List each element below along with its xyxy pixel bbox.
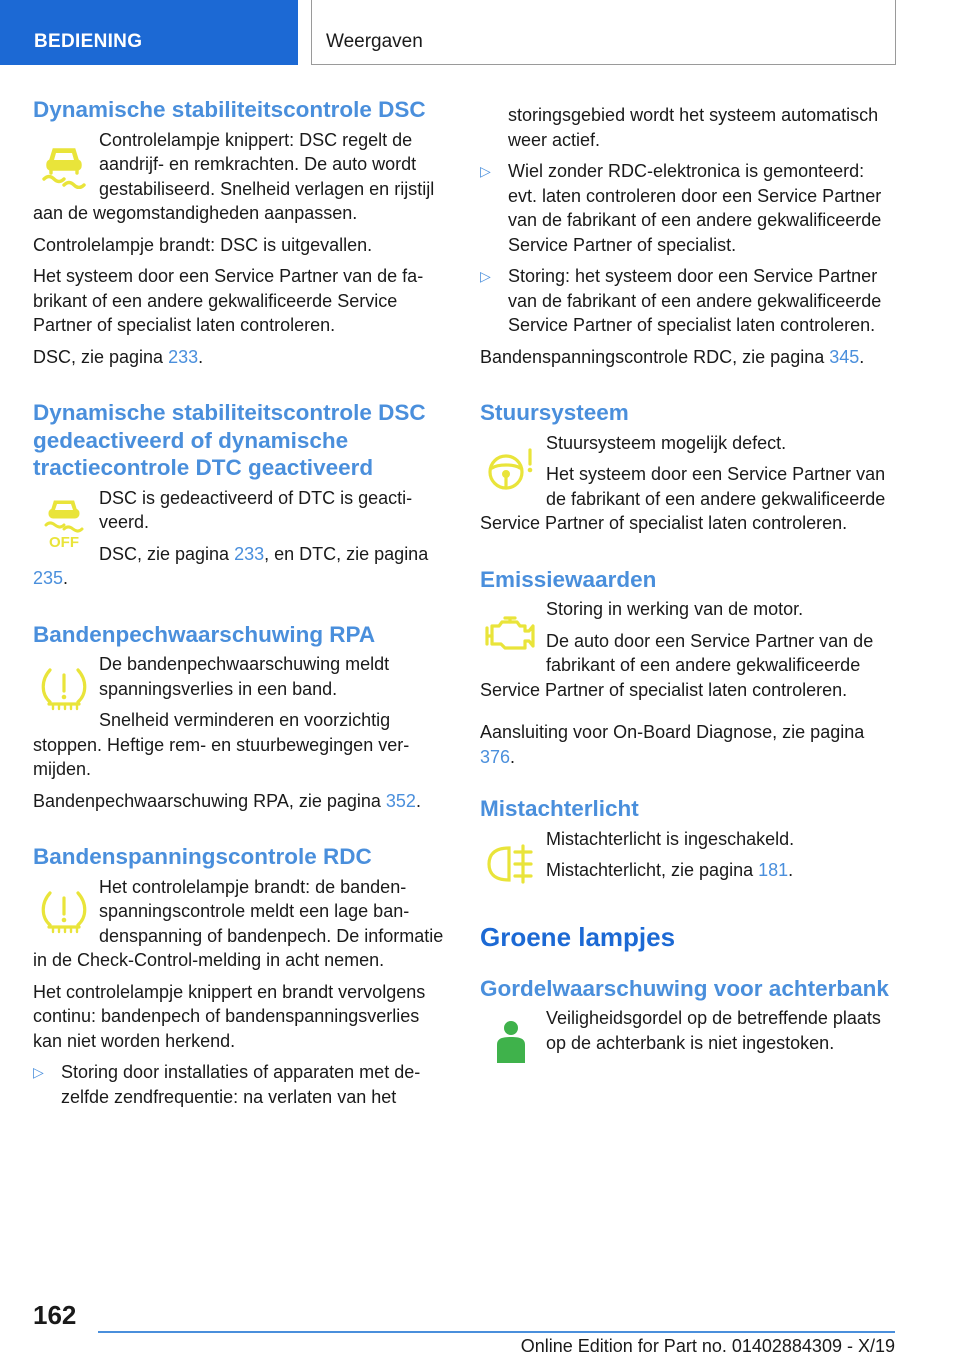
obd-reference: Aansluiting voor On-Board Diagnose, zie pagina 376. [480, 722, 865, 767]
dsc-off-text-1: DSC is gedeactiveerd of DTC is geactiveerd. [99, 487, 413, 532]
page-link[interactable]: 235 [33, 568, 64, 588]
rdc-bullet-list [33, 1060, 447, 1109]
rdc-reference: Bandenspanningscontrole RDC, zie pagina 345. [480, 346, 865, 367]
section-rpa [33, 621, 447, 814]
section-rdc [33, 843, 447, 1109]
steering-warning-icon [480, 437, 542, 499]
section-rdc-continued [480, 103, 894, 369]
rpa-text-2: Snelheid verminderen en voorzichtig stoppen. Heftige rem- en stuurbewegingen vermijden. [33, 710, 410, 779]
rdc-bullet-continued: storingsgebied wordt het systeem automatisch weer actief. [508, 105, 879, 150]
page-link[interactable]: 233 [234, 543, 265, 564]
page-link[interactable]: 181 [758, 860, 789, 880]
rdc-bullet-list-continued [480, 159, 894, 338]
emission-heading: Emissiewaarden [480, 566, 657, 592]
rpa-heading: Bandenpechwaarschuwing RPA [33, 621, 376, 647]
section-emission [480, 566, 894, 770]
belt-heading: Gordelwaarschuwing voor achterbank [480, 975, 889, 1001]
section-dsc [33, 96, 447, 369]
bullet-triangle-icon: ▷ [480, 163, 491, 179]
emission-text-2: De auto door een Service Partner van de fabrikant of een andere gekwalificeerde Service Partner of specialist laten controleren. [480, 630, 874, 700]
page-link[interactable]: 376 [480, 746, 511, 767]
rdc-text-2: Het controlelampje knippert en brandt vervolgens continu: bandenpech of bandenspanningsverlies kan niet worden herkend. [33, 981, 426, 1051]
list-item: ▷ Storing door installaties of apparaten met dezelfde zendfrequentie: na verlaten van het [33, 1062, 421, 1107]
emission-text-1: Storing in werking van de motor. [546, 599, 804, 619]
dsc-off-icon [33, 492, 95, 554]
list-item: ▷ Wiel zonder RDC-elektronica is gemonteerd: evt. laten controleren door een Service Partner van de fabrikant of een andere gekwalificeerde Service Partner of specialist. [480, 161, 882, 255]
rpa-text-1: De bandenpechwaarschuwing meldt spanningsverlies in een band. [99, 654, 390, 699]
section-tab [0, 0, 298, 65]
steering-text-2: Het systeem door een Service Partner van de fabrikant of een andere gekwalificeerde Service Partner of specialist laten controleren. [480, 464, 886, 533]
section-belt [480, 975, 894, 1077]
dsc-off-heading: Dynamische stabiliteitscontrole DSC gedeactiveerd of dynamische tractiecontrole DTC geactiveerd [33, 400, 426, 480]
page-link[interactable]: 352 [385, 790, 416, 811]
belt-text-1: Veiligheidsgordel op de betreffende plaats op de achterbank is niet ingestoken. [546, 1008, 881, 1053]
footer-divider [98, 1331, 895, 1333]
dsc-text-3: Het systeem door een Service Partner van de fabrikant of een andere gekwalificeerde Service Partner of specialist laten controleren. [33, 266, 424, 335]
page-number: 162 [33, 1300, 77, 1330]
rdc-heading: Bandenspanningscontrole RDC [33, 844, 372, 869]
page-link[interactable]: 345 [829, 346, 860, 367]
bullet-triangle-icon: ▷ [33, 1064, 44, 1080]
fog-text-1: Mistachterlicht is ingeschakeld. [546, 828, 795, 849]
steering-text-1: Stuursysteem mogelijk defect. [546, 432, 787, 453]
dsc-off-reference: DSC, zie pagina 233, en DTC, zie pagina 235. [33, 543, 429, 588]
engine-warning-icon [480, 603, 542, 665]
tire-warning-icon [33, 658, 95, 720]
page-link[interactable]: 233 [168, 346, 199, 367]
seatbelt-indicator-icon [480, 1012, 542, 1074]
green-lights-heading: Groene lampjes [480, 921, 676, 952]
dsc-reference: DSC, zie pagina 233. [33, 346, 204, 367]
fog-reference: Mistachterlicht, zie pagina 181. [546, 860, 794, 880]
steering-heading: Stuursysteem [480, 400, 629, 425]
left-column [33, 96, 447, 1109]
dsc-heading: Dynamische stabiliteitscontrole DSC [33, 97, 426, 122]
svg-text:OFF: OFF [49, 533, 79, 550]
section-fog [480, 795, 894, 897]
rpa-reference: Bandenpechwaarschuwing RPA, zie pagina 352. [33, 790, 421, 811]
chapter-title: Weergaven [326, 31, 423, 52]
footer-edition: Online Edition for Part no. 01402884309 - X/19 [520, 1336, 895, 1356]
section-dsc-off [33, 399, 447, 591]
right-column [480, 103, 894, 1076]
dsc-text-1: Controlelampje knippert: DSC regelt de aandrijf- en remkrachten. De auto wordt gestabiliseerd. Snelheid verlagen en rijstijl aan de wegomstandigheden aanpassen. [33, 129, 435, 223]
rdc-text-1: Het controlelampje brandt: de bandenspanningscontrole meldt een lage bandenspanning of bandenpech. De informatie in de Check-Control-melding in acht nemen. [33, 876, 444, 970]
bullet-triangle-icon: ▷ [480, 268, 491, 284]
section-green-lights [480, 921, 894, 953]
rear-fog-light-icon [480, 833, 542, 895]
section-steering [480, 399, 894, 536]
fog-heading: Mistachterlicht [480, 796, 639, 821]
chapter-tab [311, 0, 896, 65]
dsc-text-2: Controlelampje brandt: DSC is uitgevallen. [33, 234, 373, 255]
section-title: BEDIENING [34, 31, 143, 52]
tire-pressure-icon [33, 881, 95, 943]
dsc-warning-icon [33, 134, 95, 196]
list-item: ▷ Storing: het systeem door een Service Partner van de fabrikant of een andere gekwalificeerde Service Partner of specialist laten controleren. [480, 266, 882, 335]
